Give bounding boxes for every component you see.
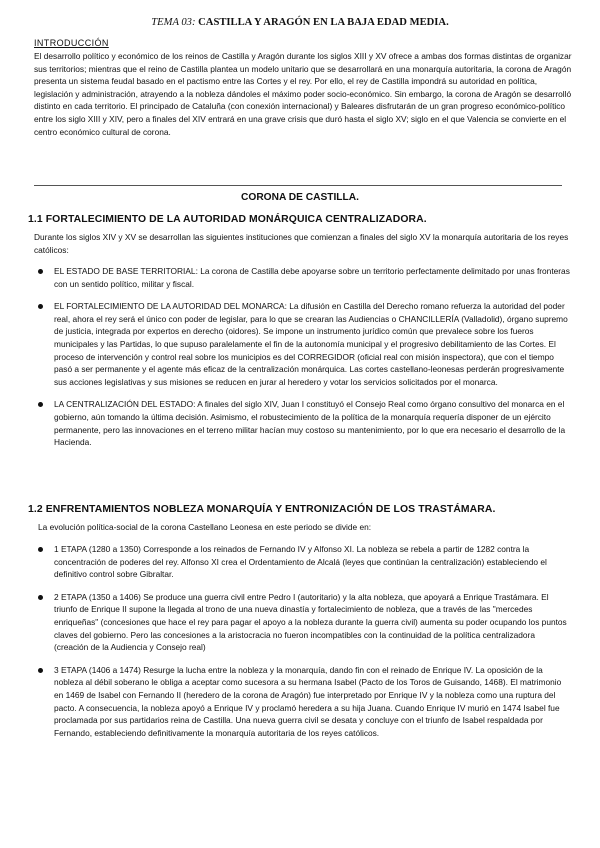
bullet-icon [38, 304, 43, 309]
bullet-icon [38, 595, 43, 600]
list-item [34, 664, 570, 740]
list-item [34, 398, 570, 448]
list-item [34, 543, 570, 581]
list-item [34, 591, 570, 654]
list-item-text: 2 ETAPA (1350 a 1406) Se produce una guerra civil entre Pedro I (autoritario) y la alta nobleza, que apoyará a Enrique Trastámara. El triunfo de Enrique II supone la llegada al trono de una nueva dinastía y fortalecimiento de nobleza, que a través de las "mercedes enriqueñas" (concesiones que hace el rey para pagar el apoyo a la nobleza durante la guerra civil) aumenta su poder ocupando los puntos claves del gobierno. Pero las concesiones a la aristocracia no fueron incompatibles con la continuidad de la política centralizadora (creación de la Audiencia y Consejo real) [54, 591, 567, 653]
list-item [34, 265, 570, 290]
bullet-icon [38, 402, 43, 407]
intro-paragraph: El desarrollo político y económico de los reinos de Castilla y Aragón durante los siglos XIII y XV ofrece a ambas dos formas distintas de organizar sus territorios; mientras que el reino de Castilla plantea un modelo unitario que se desarrollará en una monarquía autoritaria, la corona de Aragón presenta un sistema feudal basado en el pactismo entre las Cortes y el rey. Por ello, el rey de Castilla impondrá su autoridad en política, legislación y administración, atrayendo a la nobleza dándoles el máximo poder socio-económico. Sin embargo, la corona de Aragón se desarrolló distinto en cada territorio. El principado de Cataluña (con conexión internacional) y Baleares disfrutarán de un gran progreso económico-político entre los siglo XIII y XIV, pero a finales del XIV entrará en una grave crisis que duró hasta el siglo XV; siglo en el que Valencia se convierte en el centro económico cultural de corona. [34, 51, 572, 137]
section2-heading: 1.2 ENFRENTAMIENTOS NOBLEZA MONARQUÍA Y ENTRONIZACIÓN DE LOS TRASTÁMARA. [28, 504, 496, 515]
corona-heading: CORONA DE CASTILLA. [241, 192, 359, 203]
list-item-text: EL FORTALECIMIENTO DE LA AUTORIDAD DEL MONARCA: La difusión en Castilla del Derecho romano refuerza la autoridad del poder real, ahora el rey será el único con poder de legislar, para lo que se crearan las Audiencias o CHANCILLERÍA (Valladolid), órgano supremo de justicia, integrada por expertos en derecho (oidores). Se impone un instrumento jurídico común que prevalece sobre los fueros municipales y las Partidas, lo que supuso paralelamente el fin de la autonomía municipal y el progresivo debilitamiento de las Cortes. El proceso de intervención y control real sobre los municipios es del CORREGIDOR (oficial real con misión inspectora), que con el tiempo pasó a ser permanente y el agente más eficaz de la centralización monárquica. Las cortes castellano-leonesas perderán progresivamente sus acciones legislativas y sus misiones se reducen en jurar al heredero y votar los servicios solicitados por el monarca. [54, 301, 568, 387]
section1-intro: Durante los siglos XIV y XV se desarrollan las siguientes instituciones que comienzan a finales del siglo XV la monarquía autoritaria de los reyes católicos: [34, 232, 569, 255]
list-item-text: 1 ETAPA (1280 a 1350) Corresponde a los reinados de Fernando IV y Alfonso XI. La nobleza se rebela a partir de 1282 contra la concentración de poderes del rey. Alfonso XI crea el Ordentamiento de Alcalá (leyes que continúan la centralización) estableciendo el definitivo control sobre Gibraltar. [54, 544, 547, 580]
section2-bullet-list [34, 543, 570, 739]
list-item [34, 300, 570, 388]
bullet-icon [38, 547, 43, 552]
section-divider [34, 185, 562, 186]
section1-bullet-list [34, 265, 570, 449]
list-item-text: EL ESTADO DE BASE TERRITORIAL: La corona de Castilla debe apoyarse sobre un territorio perfectamente delimitado por unas fronteras con un sentido político, militar y fiscal. [54, 266, 570, 289]
document-title [0, 16, 600, 28]
intro-heading: INTRODUCCIÓN [34, 38, 109, 48]
section1-heading: 1.1 FORTALECIMIENTO DE LA AUTORIDAD MONÁRQUICA CENTRALIZADORA. [28, 214, 427, 225]
list-item-text: 3 ETAPA (1406 a 1474) Resurge la lucha entre la nobleza y la monarquía, dando fin con el reinado de Enrique IV. La oposición de la nobleza al débil soberano le obliga a aceptar como sucesora a su hermana Isabel (Pacto de los Toros de Guisando, 1468). El matrimonio en 1469 de Isabel con Fernando II (heredero de la corona de Aragón) fue interpretado por Enrique IV y la nobleza como una ruptura del pacto. A consecuencia, la nobleza apoyó a Enrique IV y proclamó heredera a su hija Juana. Cuando Enrique IV murió en 1474 Isabel fue proclamada por sus partidarios reina de Castilla. Una nueva guerra civil se desata y concluye con el triunfo de Isabel respaldada por Fernando, estableciendo definitivamente la monarquía autoritaria de los reyes católicos. [54, 664, 562, 738]
list-item-text: LA CENTRALIZACIÓN DEL ESTADO: A finales del siglo XIV, Juan I constituyó el Consejo Real como órgano consultivo del monarca en el gobierno, aún tomando la última decisión. Asimismo, el robustecimiento de la política de la monarquía requería disponer de un ejército permanente, pero las innovaciones en el terreno militar hacían muy costoso su mantenimiento, por lo que era necesario el desarrollo de la Hacienda. [54, 399, 566, 448]
section2-intro: La evolución política-social de la corona Castellano Leonesa en este periodo se divide en: [38, 522, 372, 532]
bullet-icon [38, 668, 43, 673]
title-main: CASTILLA Y ARAGÓN EN LA BAJA EDAD MEDIA. [198, 17, 449, 28]
bullet-icon [38, 269, 43, 274]
title-prefix: TEMA 03: [151, 17, 199, 28]
